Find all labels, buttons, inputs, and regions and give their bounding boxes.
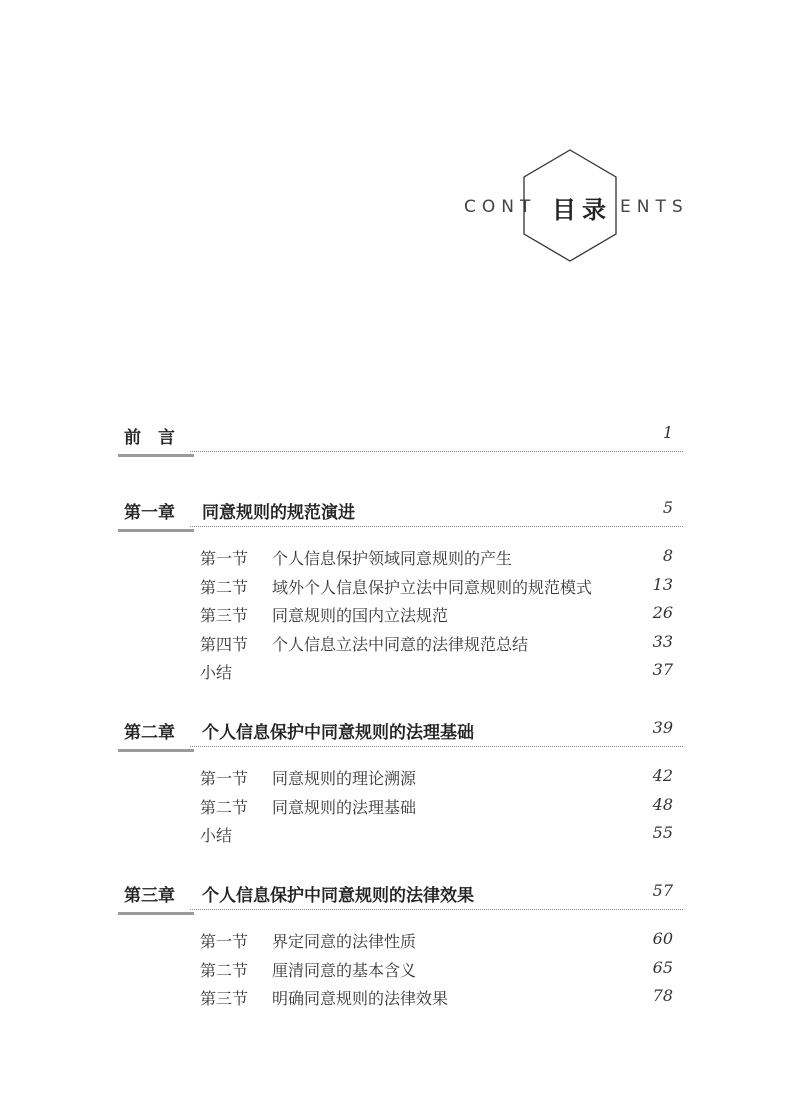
contents-latin-left: CONT (464, 197, 537, 217)
chapter-title: 个人信息保护中同意规则的法理基础 (202, 723, 474, 743)
section-title: 同意规则的理论溯源 (272, 769, 417, 788)
toc-section[interactable] (200, 795, 673, 819)
summary-label: 小结 (200, 826, 233, 845)
section-number: 第二节 (200, 961, 249, 980)
toc-chapter-3[interactable] (118, 881, 683, 911)
section-title: 明确同意规则的法律效果 (272, 989, 449, 1008)
contents-title: 目录 (552, 195, 612, 224)
section-page: 37 (652, 660, 673, 679)
section-page: 8 (662, 546, 673, 565)
section-page: 60 (652, 929, 673, 948)
section-title: 域外个人信息保护立法中同意规则的规范模式 (272, 578, 593, 597)
chapter-title: 个人信息保护中同意规则的法律效果 (202, 886, 474, 906)
section-title: 个人信息立法中同意的法律规范总结 (272, 635, 529, 654)
section-number: 第三节 (200, 989, 249, 1008)
section-number: 第二节 (200, 578, 249, 597)
toc-section[interactable] (200, 958, 673, 982)
preface-page: 1 (662, 423, 673, 442)
section-title: 个人信息保护领域同意规则的产生 (272, 549, 513, 568)
section-page: 78 (652, 986, 673, 1005)
chapter-label: 第三章 (118, 881, 194, 915)
section-page: 65 (652, 958, 673, 977)
contents-latin-right: ENTS (620, 197, 689, 217)
toc-summary[interactable] (200, 660, 673, 684)
dotted-leader (190, 526, 683, 527)
section-title: 同意规则的国内立法规范 (272, 606, 449, 625)
contents-emblem (440, 148, 700, 268)
toc-section[interactable] (200, 546, 673, 570)
dotted-leader (190, 909, 683, 910)
section-number: 第一节 (200, 549, 249, 568)
section-number: 第一节 (200, 932, 249, 951)
section-number: 第二节 (200, 798, 249, 817)
section-page: 13 (652, 575, 673, 594)
chapter-page: 5 (662, 498, 673, 517)
section-page: 33 (652, 632, 673, 651)
toc-preface[interactable] (118, 423, 683, 453)
toc-chapter-2[interactable] (118, 718, 683, 748)
chapter-label: 第一章 (118, 498, 194, 532)
toc-section[interactable] (200, 603, 673, 627)
toc-section[interactable] (200, 766, 673, 790)
section-title: 界定同意的法律性质 (272, 932, 417, 951)
section-number: 第一节 (200, 769, 249, 788)
section-page: 42 (652, 766, 673, 785)
dotted-leader (190, 451, 683, 452)
section-title: 同意规则的法理基础 (272, 798, 417, 817)
section-page: 26 (652, 603, 673, 622)
section-title: 厘清同意的基本含义 (272, 961, 417, 980)
section-number: 第四节 (200, 635, 249, 654)
toc-section[interactable] (200, 575, 673, 599)
section-page: 55 (652, 823, 673, 842)
toc-section[interactable] (200, 986, 673, 1010)
toc-summary[interactable] (200, 823, 673, 847)
preface-label: 前 言 (118, 423, 194, 457)
section-number: 第三节 (200, 606, 249, 625)
chapter-label: 第二章 (118, 718, 194, 752)
toc-section[interactable] (200, 632, 673, 656)
chapter-page: 39 (652, 718, 673, 737)
section-page: 48 (652, 795, 673, 814)
toc-chapter-1[interactable] (118, 498, 683, 528)
chapter-page: 57 (652, 881, 673, 900)
chapter-title: 同意规则的规范演进 (202, 503, 355, 523)
toc-section[interactable] (200, 929, 673, 953)
dotted-leader (190, 746, 683, 747)
summary-label: 小结 (200, 663, 233, 682)
